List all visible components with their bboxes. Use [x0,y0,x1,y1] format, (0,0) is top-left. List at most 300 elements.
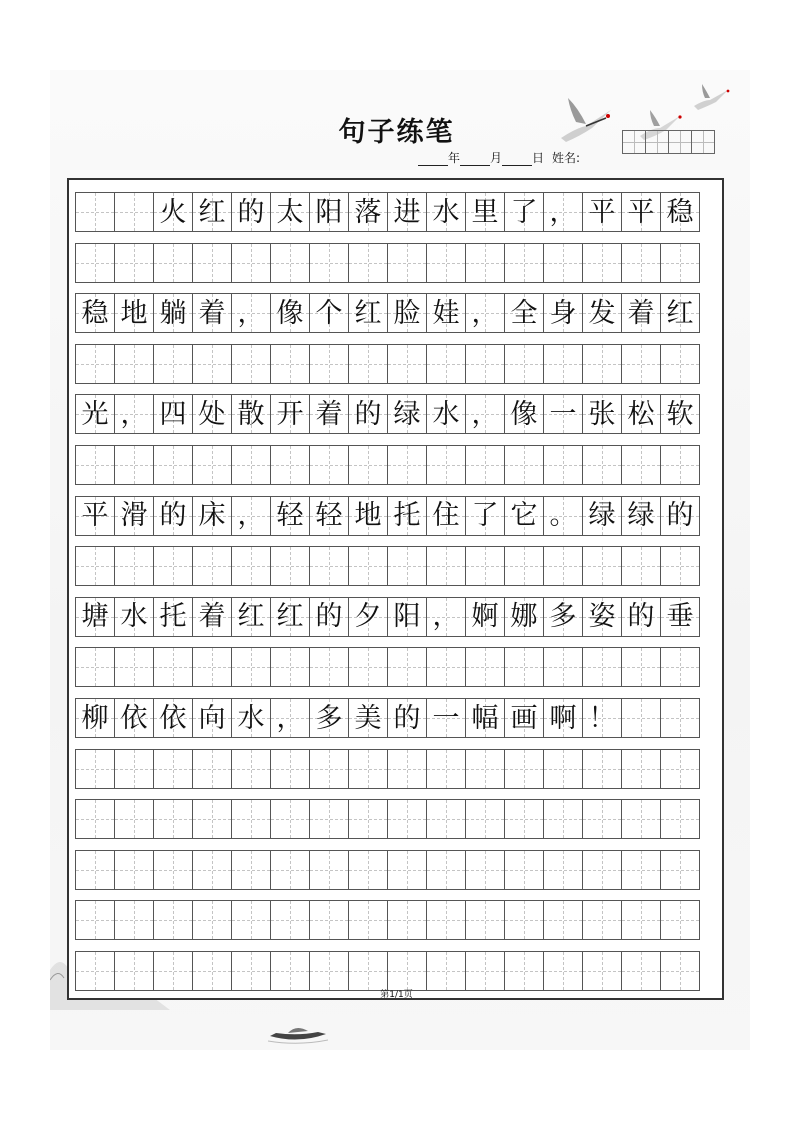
grid-cell[interactable] [621,597,661,637]
grid-cell[interactable] [192,192,232,232]
grid-cell[interactable] [192,597,232,637]
grid-cell[interactable] [426,597,466,637]
grid-cell[interactable] [426,951,466,991]
grid-cell[interactable] [270,597,310,637]
grid-cell[interactable] [192,445,232,485]
grid-cell[interactable] [465,698,505,738]
grid-cell[interactable] [465,344,505,384]
grid-cell[interactable] [231,850,271,890]
grid-cell[interactable] [543,850,583,890]
grid-cell[interactable] [309,900,349,940]
grid-cell[interactable] [192,647,232,687]
grid-cell[interactable] [543,496,583,536]
grid-cell[interactable] [465,647,505,687]
grid-cell[interactable] [465,394,505,434]
grid-cell[interactable] [504,799,544,839]
grid-cell[interactable] [387,900,427,940]
grid-cell[interactable] [348,749,388,789]
grid-cell[interactable] [465,243,505,283]
grid-cell[interactable] [426,799,466,839]
grid-cell[interactable] [582,243,622,283]
grid-character: 多 [315,702,343,734]
grid-cell[interactable] [426,243,466,283]
grid-cell[interactable] [192,698,232,738]
grid-cell[interactable] [348,799,388,839]
grid-cell[interactable] [660,850,700,890]
grid-cell[interactable] [387,749,427,789]
grid-cell[interactable] [465,546,505,586]
grid-cell[interactable] [660,900,700,940]
grid-cell[interactable] [153,698,193,738]
grid-cell[interactable] [309,850,349,890]
grid-character: 张 [588,398,616,430]
grid-cell[interactable] [504,900,544,940]
grid-cell[interactable] [504,647,544,687]
grid-character: 托 [393,500,421,532]
grid-cell[interactable] [621,394,661,434]
grid-cell[interactable] [426,647,466,687]
month-blank[interactable] [460,151,490,166]
grid-cell[interactable] [465,597,505,637]
grid-cell[interactable] [621,799,661,839]
grid-cell[interactable] [465,850,505,890]
grid-character: ， [120,398,148,430]
grid-character: 住 [432,500,460,532]
grid-cell[interactable] [231,192,271,232]
grid-cell[interactable] [621,951,661,991]
grid-cell[interactable] [504,344,544,384]
grid-cell[interactable] [465,293,505,333]
grid-cell[interactable] [114,850,154,890]
grid-cell[interactable] [543,243,583,283]
crane-icon [692,84,732,114]
grid-cell[interactable] [387,951,427,991]
grid-cell[interactable] [504,850,544,890]
grid-cell[interactable] [192,394,232,434]
grid-cell[interactable] [231,647,271,687]
grid-cell[interactable] [192,496,232,536]
grid-character [622,699,660,737]
grid-cell[interactable] [621,496,661,536]
grid-cell[interactable] [270,546,310,586]
grid-cell[interactable] [543,597,583,637]
grid-cell[interactable] [504,546,544,586]
grid-cell[interactable] [114,445,154,485]
grid-cell[interactable] [192,749,232,789]
grid-character: 依 [120,702,148,734]
grid-character: 美 [354,702,382,734]
grid-character: 像 [510,398,538,430]
grid-cell[interactable] [192,293,232,333]
grid-cell[interactable] [660,951,700,991]
grid-cell[interactable] [309,192,349,232]
grid-cell[interactable] [114,597,154,637]
grid-cell[interactable] [153,243,193,283]
grid-cell[interactable] [153,900,193,940]
grid-cell[interactable] [348,900,388,940]
grid-cell[interactable] [348,546,388,586]
grid-character: 光 [81,398,109,430]
grid-cell[interactable] [348,496,388,536]
grid-cell[interactable] [504,698,544,738]
grid-cell[interactable] [426,850,466,890]
grid-cell[interactable] [75,496,115,536]
grid-cell[interactable] [426,293,466,333]
grid-cell[interactable] [75,951,115,991]
grid-cell[interactable] [387,293,427,333]
grid-cell[interactable] [582,496,622,536]
grid-cell[interactable] [114,394,154,434]
grid-cell[interactable] [387,496,427,536]
grid-cell[interactable] [543,749,583,789]
grid-cell[interactable] [192,900,232,940]
name-box-row-top [623,130,715,154]
grid-cell[interactable] [582,597,622,637]
grid-cell[interactable] [231,546,271,586]
grid-cell[interactable] [309,799,349,839]
grid-cell[interactable] [75,445,115,485]
grid-cell[interactable] [660,546,700,586]
grid-cell[interactable] [309,546,349,586]
grid-cell[interactable] [114,647,154,687]
grid-cell[interactable] [270,951,310,991]
grid-cell[interactable] [387,850,427,890]
grid-cell[interactable] [231,445,271,485]
grid-cell[interactable] [270,698,310,738]
grid-character: 发 [588,297,616,329]
grid-cell[interactable] [114,951,154,991]
grid-cell[interactable] [465,496,505,536]
grid-cell[interactable] [270,900,310,940]
grid-row [75,647,700,687]
grid-cell[interactable] [348,850,388,890]
grid-cell[interactable] [582,850,622,890]
grid-character: 画 [510,702,538,734]
grid-cell[interactable] [582,344,622,384]
grid-cell[interactable] [582,900,622,940]
grid-character: 绿 [627,500,655,532]
grid-cell[interactable] [426,749,466,789]
grid-cell[interactable] [387,344,427,384]
grid-cell[interactable] [621,647,661,687]
boat-icon [268,1022,328,1044]
grid-cell[interactable] [114,749,154,789]
grid-cell[interactable] [543,546,583,586]
grid-cell[interactable] [114,293,154,333]
grid-cell[interactable] [621,192,661,232]
grid-cell[interactable] [270,293,310,333]
grid-cell[interactable] [192,344,232,384]
grid-cell[interactable] [348,698,388,738]
grid-cell[interactable] [621,445,661,485]
grid-cell[interactable] [582,749,622,789]
grid-cell[interactable] [75,749,115,789]
grid-cell[interactable] [582,799,622,839]
grid-character: 一 [432,702,460,734]
grid-cell[interactable] [309,243,349,283]
grid-cell[interactable] [465,192,505,232]
grid-character [76,193,114,231]
grid-row [75,850,700,890]
grid-cell[interactable] [543,951,583,991]
grid-cell[interactable] [153,293,193,333]
grid-cell[interactable] [348,647,388,687]
grid-cell[interactable] [348,243,388,283]
grid-cell[interactable] [660,394,700,434]
grid-cell[interactable] [660,243,700,283]
grid-cell[interactable] [660,445,700,485]
grid-cell[interactable] [270,243,310,283]
grid-cell[interactable] [426,445,466,485]
grid-character: 平 [588,196,616,228]
grid-cell[interactable] [153,799,193,839]
grid-cell[interactable] [114,243,154,283]
grid-cell[interactable] [348,344,388,384]
grid-cell[interactable] [231,951,271,991]
grid-cell[interactable] [504,192,544,232]
grid-cell[interactable] [309,749,349,789]
grid-cell[interactable] [543,192,583,232]
grid-cell[interactable] [348,394,388,434]
grid-cell[interactable] [621,698,661,738]
grid-cell[interactable] [309,344,349,384]
grid-cell[interactable] [153,445,193,485]
grid-cell[interactable] [660,192,700,232]
grid-cell[interactable] [660,647,700,687]
grid-cell[interactable] [348,192,388,232]
grid-character: 落 [354,196,382,228]
grid-cell[interactable] [114,799,154,839]
grid-cell[interactable] [387,698,427,738]
grid-cell[interactable] [309,647,349,687]
grid-cell[interactable] [309,951,349,991]
grid-cell[interactable] [387,192,427,232]
grid-character: ， [237,297,265,329]
grid-cell[interactable] [270,647,310,687]
grid-row [75,597,700,637]
grid-cell[interactable] [153,192,193,232]
grid-cell[interactable] [114,344,154,384]
grid-cell[interactable] [231,243,271,283]
grid-character: 一 [549,398,577,430]
grid-cell[interactable] [153,597,193,637]
grid-cell[interactable] [621,546,661,586]
grid-cell[interactable] [621,293,661,333]
grid-cell[interactable] [582,293,622,333]
grid-cell[interactable] [426,496,466,536]
name-box [622,130,646,154]
grid-cell[interactable] [504,293,544,333]
grid-cell[interactable] [75,344,115,384]
grid-cell[interactable] [231,698,271,738]
grid-cell[interactable] [582,445,622,485]
grid-cell[interactable] [543,394,583,434]
grid-cell[interactable] [543,799,583,839]
grid-cell[interactable] [153,951,193,991]
grid-character: 滑 [120,500,148,532]
grid-cell[interactable] [114,698,154,738]
grid-cell[interactable] [309,597,349,637]
grid-cell[interactable] [75,546,115,586]
grid-cell[interactable] [387,445,427,485]
grid-cell[interactable] [660,597,700,637]
grid-character: 的 [159,500,187,532]
grid-character: 娃 [432,297,460,329]
grid-cell[interactable] [75,799,115,839]
grid-cell[interactable] [387,799,427,839]
grid-cell[interactable] [465,445,505,485]
grid-cell[interactable] [387,546,427,586]
grid-cell[interactable] [270,344,310,384]
grid-cell[interactable] [582,951,622,991]
grid-cell[interactable] [426,394,466,434]
grid-cell[interactable] [231,749,271,789]
grid-cell[interactable] [192,951,232,991]
grid-cell[interactable] [231,293,271,333]
grid-cell[interactable] [153,394,193,434]
grid-cell[interactable] [621,749,661,789]
grid-cell[interactable] [114,496,154,536]
grid-cell[interactable] [543,698,583,738]
grid-cell[interactable] [153,749,193,789]
grid-cell[interactable] [426,900,466,940]
grid-character: 身 [549,297,577,329]
grid-cell[interactable] [270,192,310,232]
grid-character: 塘 [81,601,109,633]
grid-cell[interactable] [660,698,700,738]
grid-cell[interactable] [504,496,544,536]
grid-cell[interactable] [75,394,115,434]
grid-cell[interactable] [582,546,622,586]
grid-cell[interactable] [153,546,193,586]
grid-cell[interactable] [387,597,427,637]
name-box [691,130,715,154]
grid-cell[interactable] [231,597,271,637]
grid-character: 开 [276,398,304,430]
grid-cell[interactable] [543,293,583,333]
grid-cell[interactable] [348,597,388,637]
grid-cell[interactable] [621,243,661,283]
grid-cell[interactable] [465,951,505,991]
grid-cell[interactable] [270,749,310,789]
grid-cell[interactable] [231,344,271,384]
grid-cell[interactable] [660,293,700,333]
grid-cell[interactable] [465,799,505,839]
grid-cell[interactable] [75,243,115,283]
grid-cell[interactable] [504,243,544,283]
grid-cell[interactable] [114,192,154,232]
grid-cell[interactable] [114,900,154,940]
grid-cell[interactable] [75,900,115,940]
grid-cell[interactable] [543,647,583,687]
grid-cell[interactable] [309,698,349,738]
grid-character: 的 [627,601,655,633]
day-blank[interactable] [502,151,532,166]
grid-cell[interactable] [621,344,661,384]
grid-cell[interactable] [231,900,271,940]
grid-cell[interactable] [504,597,544,637]
grid-cell[interactable] [348,951,388,991]
grid-cell[interactable] [660,749,700,789]
grid-cell[interactable] [153,344,193,384]
grid-cell[interactable] [543,445,583,485]
grid-cell[interactable] [582,192,622,232]
grid-cell[interactable] [465,900,505,940]
grid-cell[interactable] [75,698,115,738]
grid-cell[interactable] [504,951,544,991]
grid-cell[interactable] [75,647,115,687]
grid-character: 水 [432,398,460,430]
grid-cell[interactable] [426,344,466,384]
grid-cell[interactable] [309,445,349,485]
grid-cell[interactable] [270,496,310,536]
grid-cell[interactable] [660,496,700,536]
grid-cell[interactable] [387,243,427,283]
grid-cell[interactable] [153,850,193,890]
grid-cell[interactable] [192,546,232,586]
grid-cell[interactable] [231,799,271,839]
grid-cell[interactable] [582,647,622,687]
grid-character: 绿 [393,398,421,430]
grid-cell[interactable] [114,546,154,586]
grid-cell[interactable] [660,344,700,384]
grid-cell[interactable] [270,799,310,839]
grid-cell[interactable] [348,293,388,333]
grid-character: ， [432,601,460,633]
grid-cell[interactable] [153,647,193,687]
year-blank[interactable] [418,151,448,166]
grid-character: 火 [159,196,187,228]
grid-cell[interactable] [621,900,661,940]
grid-cell[interactable] [270,850,310,890]
grid-cell[interactable] [621,850,661,890]
grid-cell[interactable] [192,243,232,283]
grid-cell[interactable] [582,698,622,738]
grid-cell[interactable] [153,496,193,536]
grid-cell[interactable] [192,850,232,890]
grid-cell[interactable] [75,597,115,637]
grid-cell[interactable] [231,496,271,536]
grid-cell[interactable] [426,546,466,586]
grid-cell[interactable] [426,698,466,738]
grid-cell[interactable] [309,496,349,536]
grid-cell[interactable] [270,394,310,434]
grid-cell[interactable] [504,445,544,485]
grid-cell[interactable] [582,394,622,434]
grid-character: ， [471,297,499,329]
grid-cell[interactable] [75,850,115,890]
grid-cell[interactable] [465,749,505,789]
grid-cell[interactable] [75,293,115,333]
grid-character: 水 [432,196,460,228]
grid-cell[interactable] [348,445,388,485]
grid-cell[interactable] [309,293,349,333]
grid-cell[interactable] [387,394,427,434]
grid-cell[interactable] [231,394,271,434]
grid-cell[interactable] [309,394,349,434]
grid-cell[interactable] [660,799,700,839]
grid-cell[interactable] [387,647,427,687]
grid-cell[interactable] [270,445,310,485]
grid-cell[interactable] [543,900,583,940]
grid-cell[interactable] [543,344,583,384]
grid-cell[interactable] [426,192,466,232]
grid-cell[interactable] [75,192,115,232]
grid-cell[interactable] [504,394,544,434]
grid-cell[interactable] [504,749,544,789]
grid-cell[interactable] [192,799,232,839]
grid-character: ！ [588,702,616,734]
